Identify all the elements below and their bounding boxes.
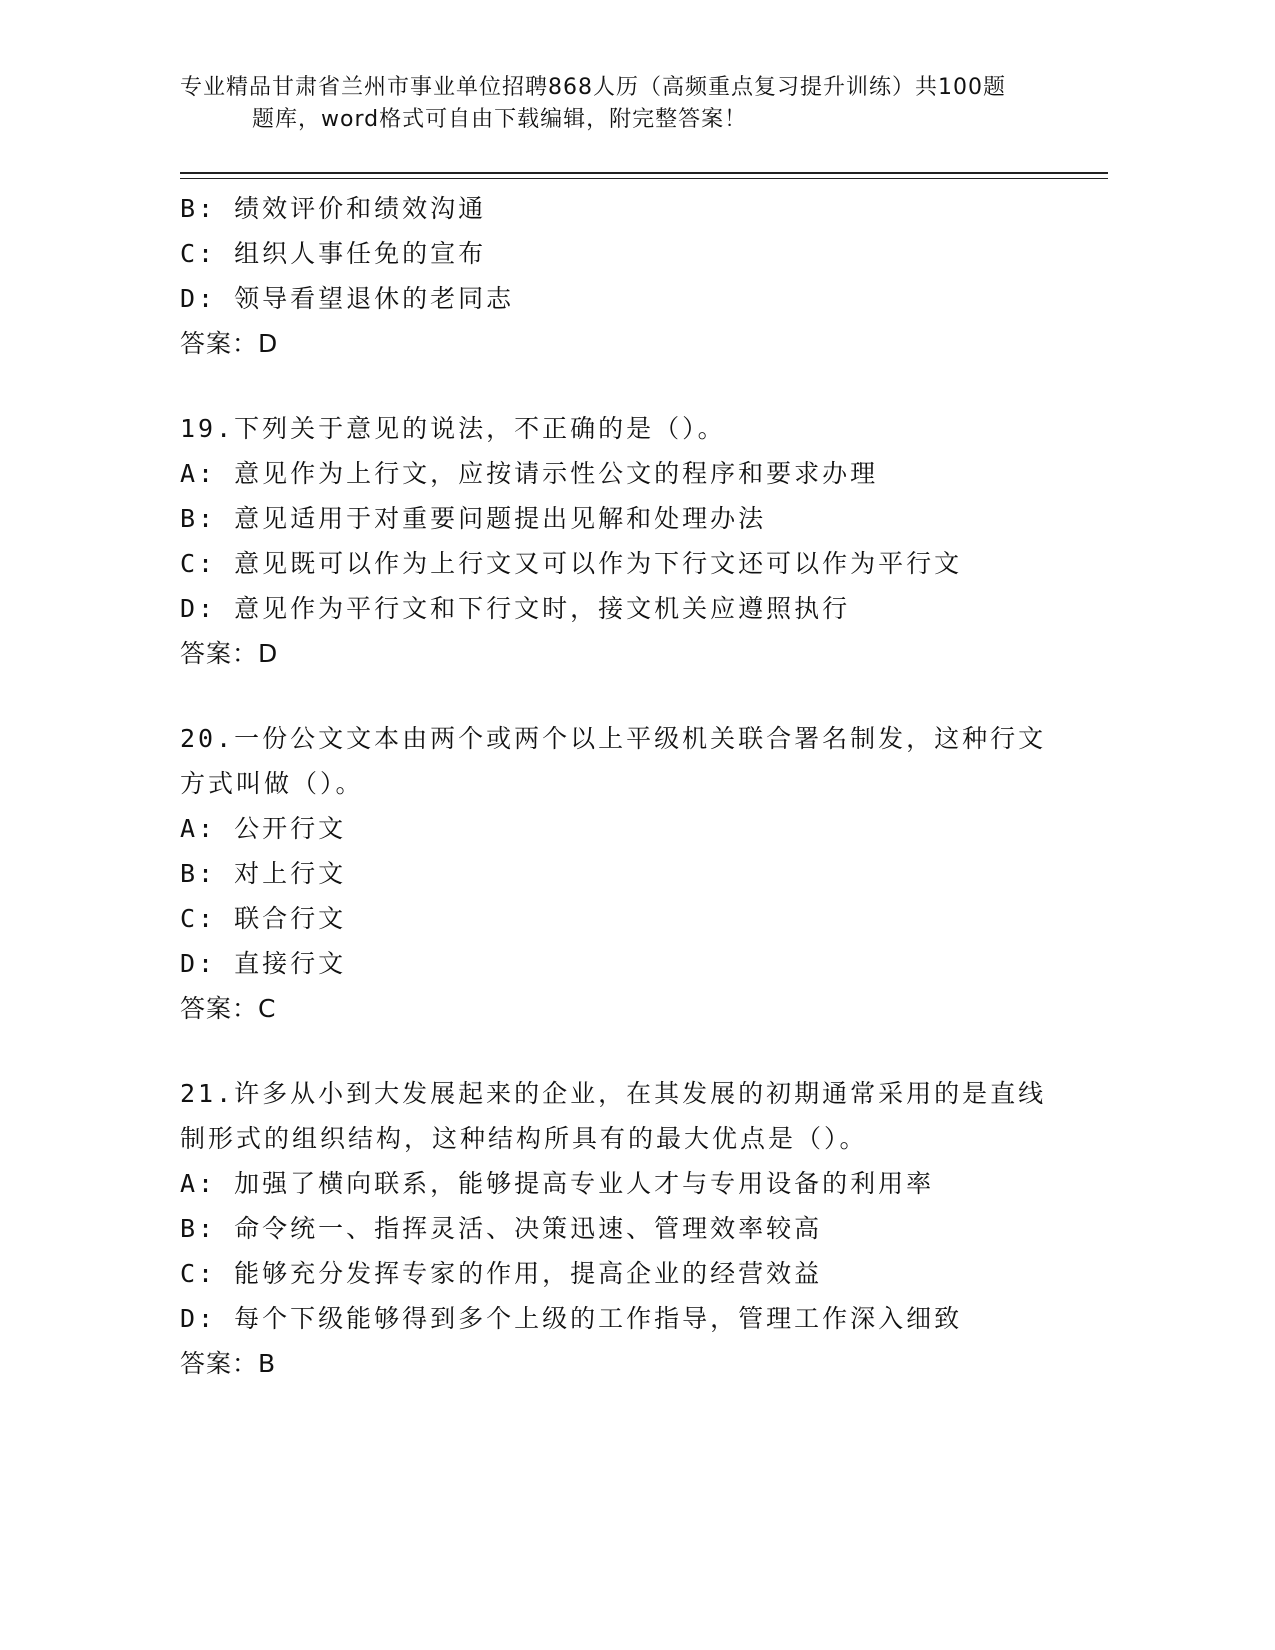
answer-line: 答案：C <box>180 994 277 1023</box>
option-a: A: 公开行文 <box>180 814 347 843</box>
option-b: B: 命令统一、指挥灵活、决策迅速、管理效率较高 <box>180 1214 823 1243</box>
option-a: A: 意见作为上行文，应按请示性公文的程序和要求办理 <box>180 459 879 488</box>
question-20-line-2: 方式叫做（）。 <box>180 769 364 798</box>
header-line-1: 专业精品甘肃省兰州市事业单位招聘868人历（高频重点复习提升训练）共100题 <box>180 75 1006 100</box>
answer-line: 答案：D <box>180 329 279 358</box>
answer-line: 答案：D <box>180 639 279 668</box>
header-rule-thin <box>180 178 1108 179</box>
option-a: A: 加强了横向联系，能够提高专业人才与专用设备的利用率 <box>180 1169 935 1198</box>
spacer <box>180 1031 1080 1071</box>
spacer <box>180 676 1080 716</box>
page-header <box>180 72 1080 136</box>
option-c: C: 联合行文 <box>180 904 347 933</box>
option-d: D: 直接行文 <box>180 949 347 978</box>
option-c: C: 能够充分发挥专家的作用，提高企业的经营效益 <box>180 1259 823 1288</box>
option-b: B: 绩效评价和绩效沟通 <box>180 194 487 223</box>
header-rule-thick <box>180 172 1108 174</box>
document-body <box>180 186 1080 1386</box>
option-d: D: 每个下级能够得到多个上级的工作指导，管理工作深入细致 <box>180 1304 963 1333</box>
answer-line: 答案：B <box>180 1349 277 1378</box>
option-c: C: 意见既可以作为上行文又可以作为下行文还可以作为平行文 <box>180 549 963 578</box>
question-21-line-2: 制形式的组织结构，这种结构所具有的最大优点是（）。 <box>180 1124 868 1153</box>
option-b: B: 对上行文 <box>180 859 347 888</box>
question-21-line-1: 21.许多从小到大发展起来的企业，在其发展的初期通常采用的是直线 <box>180 1079 1047 1108</box>
header-line-2: 题库，word格式可自由下载编辑，附完整答案！ <box>252 107 748 132</box>
spacer <box>180 366 1080 406</box>
option-c: C: 组织人事任免的宣布 <box>180 239 487 268</box>
question-19: 19.下列关于意见的说法，不正确的是（）。 <box>180 414 726 443</box>
option-d: D: 意见作为平行文和下行文时，接文机关应遵照执行 <box>180 594 851 623</box>
option-b: B: 意见适用于对重要问题提出见解和处理办法 <box>180 504 767 533</box>
option-d: D: 领导看望退休的老同志 <box>180 284 515 313</box>
question-20-line-1: 20.一份公文文本由两个或两个以上平级机关联合署名制发，这种行文 <box>180 724 1047 753</box>
